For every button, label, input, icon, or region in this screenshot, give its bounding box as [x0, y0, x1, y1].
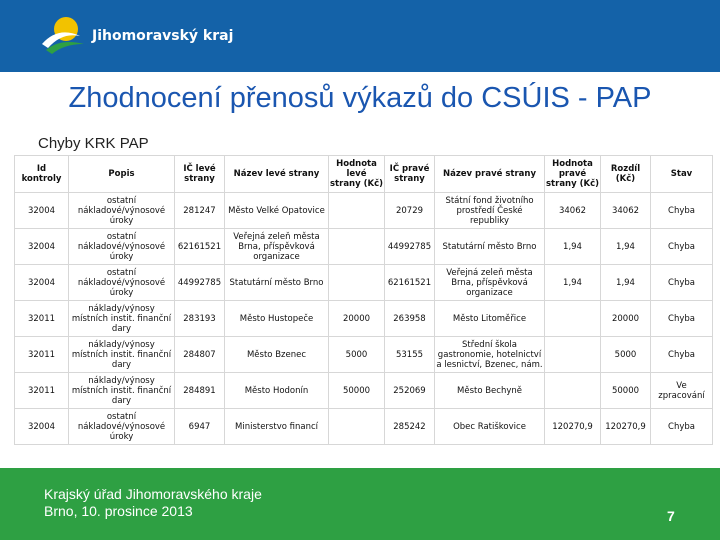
cell-hodnota-leve — [329, 193, 385, 229]
col-header-rozdil: Rozdíl (Kč) — [601, 156, 651, 193]
cell-stav: Chyba — [651, 229, 713, 265]
cell-rozdil: 34062 — [601, 193, 651, 229]
cell-rozdil: 5000 — [601, 337, 651, 373]
cell-nazev-leve: Ministerstvo financí — [225, 409, 329, 445]
cell-rozdil: 1,94 — [601, 229, 651, 265]
cell-hodnota-leve — [329, 409, 385, 445]
cell-id: 32004 — [15, 193, 69, 229]
cell-rozdil: 1,94 — [601, 265, 651, 301]
col-header-popis: Popis — [69, 156, 175, 193]
footer-organization: Krajský úřad Jihomoravského kraje — [44, 486, 262, 502]
cell-nazev-leve: Město Hodonín — [225, 373, 329, 409]
cell-nazev-prave: Město Litoměřice — [435, 301, 545, 337]
col-header-nazev-leve: Název levé strany — [225, 156, 329, 193]
cell-ic-leve: 284807 — [175, 337, 225, 373]
cell-ic-leve: 284891 — [175, 373, 225, 409]
cell-nazev-prave: Státní fond životního prostředí České republiky — [435, 193, 545, 229]
cell-stav: Chyba — [651, 301, 713, 337]
cell-nazev-prave: Statutární město Brno — [435, 229, 545, 265]
cell-ic-prave: 252069 — [385, 373, 435, 409]
logo-text: Jihomoravský kraj — [92, 28, 234, 44]
cell-ic-leve: 283193 — [175, 301, 225, 337]
jihomoravsky-kraj-logo-icon — [40, 14, 86, 54]
col-header-hodnota-prave: Hodnota pravé strany (Kč) — [545, 156, 601, 193]
footer-text — [44, 486, 262, 520]
table-row — [15, 373, 713, 409]
cell-ic-prave: 62161521 — [385, 265, 435, 301]
cell-hodnota-leve: 20000 — [329, 301, 385, 337]
footer-bar — [0, 468, 720, 540]
cell-stav: Chyba — [651, 265, 713, 301]
cell-popis: ostatní nákladové/výnosové úroky — [69, 229, 175, 265]
cell-ic-leve: 6947 — [175, 409, 225, 445]
cell-popis: ostatní nákladové/výnosové úroky — [69, 409, 175, 445]
cell-ic-prave: 53155 — [385, 337, 435, 373]
col-header-id: Id kontroly — [15, 156, 69, 193]
cell-id: 32004 — [15, 409, 69, 445]
cell-nazev-leve: Veřejná zeleň města Brna, příspěvková organizace — [225, 229, 329, 265]
errors-table — [14, 155, 713, 445]
cell-hodnota-prave: 1,94 — [545, 265, 601, 301]
cell-nazev-prave: Město Bechyně — [435, 373, 545, 409]
cell-popis: náklady/výnosy místních instit. finanční dary — [69, 373, 175, 409]
cell-nazev-leve: Město Bzenec — [225, 337, 329, 373]
cell-id: 32011 — [15, 373, 69, 409]
header-bar — [0, 0, 720, 72]
cell-nazev-leve: Město Velké Opatovice — [225, 193, 329, 229]
table-row — [15, 337, 713, 373]
table-header-row — [15, 156, 713, 193]
cell-nazev-leve: Statutární město Brno — [225, 265, 329, 301]
cell-popis: náklady/výnosy místních instit. finanční dary — [69, 301, 175, 337]
cell-hodnota-prave: 1,94 — [545, 229, 601, 265]
col-header-hodnota-leve: Hodnota levé strany (Kč) — [329, 156, 385, 193]
table-row — [15, 301, 713, 337]
cell-rozdil: 20000 — [601, 301, 651, 337]
cell-rozdil: 50000 — [601, 373, 651, 409]
slide-title: Zhodnocení přenosů výkazů do CSÚIS - PAP — [68, 82, 652, 114]
cell-popis: ostatní nákladové/výnosové úroky — [69, 265, 175, 301]
slide-subtitle: Chyby KRK PAP — [38, 135, 149, 152]
cell-hodnota-prave: 34062 — [545, 193, 601, 229]
page-number: 7 — [667, 508, 675, 524]
cell-nazev-leve: Město Hustopeče — [225, 301, 329, 337]
cell-rozdil: 120270,9 — [601, 409, 651, 445]
cell-stav: Chyba — [651, 193, 713, 229]
table-row — [15, 193, 713, 229]
cell-nazev-prave: Střední škola gastronomie, hotelnictví a lesnictví, Bzenec, nám. — [435, 337, 545, 373]
cell-ic-leve: 44992785 — [175, 265, 225, 301]
cell-stav: Ve zpracování — [651, 373, 713, 409]
cell-id: 32004 — [15, 229, 69, 265]
cell-ic-prave: 20729 — [385, 193, 435, 229]
col-header-ic-leve: IČ levé strany — [175, 156, 225, 193]
cell-hodnota-prave — [545, 373, 601, 409]
cell-ic-prave: 44992785 — [385, 229, 435, 265]
cell-hodnota-prave — [545, 337, 601, 373]
errors-table-container — [14, 155, 712, 445]
cell-popis: ostatní nákladové/výnosové úroky — [69, 193, 175, 229]
col-header-nazev-prave: Název pravé strany — [435, 156, 545, 193]
table-row — [15, 265, 713, 301]
cell-nazev-prave: Obec Ratiškovice — [435, 409, 545, 445]
cell-hodnota-leve: 5000 — [329, 337, 385, 373]
cell-hodnota-leve — [329, 265, 385, 301]
table-row — [15, 409, 713, 445]
col-header-stav: Stav — [651, 156, 713, 193]
footer-date: Brno, 10. prosince 2013 — [44, 503, 193, 519]
cell-stav: Chyba — [651, 337, 713, 373]
cell-id: 32004 — [15, 265, 69, 301]
cell-popis: náklady/výnosy místních instit. finanční dary — [69, 337, 175, 373]
col-header-ic-prave: IČ pravé strany — [385, 156, 435, 193]
cell-hodnota-prave: 120270,9 — [545, 409, 601, 445]
cell-hodnota-prave — [545, 301, 601, 337]
cell-ic-leve: 62161521 — [175, 229, 225, 265]
cell-nazev-prave: Veřejná zeleň města Brna, příspěvková organizace — [435, 265, 545, 301]
cell-hodnota-leve — [329, 229, 385, 265]
cell-ic-leve: 281247 — [175, 193, 225, 229]
cell-hodnota-leve: 50000 — [329, 373, 385, 409]
cell-id: 32011 — [15, 337, 69, 373]
cell-ic-prave: 285242 — [385, 409, 435, 445]
cell-stav: Chyba — [651, 409, 713, 445]
cell-id: 32011 — [15, 301, 69, 337]
table-row — [15, 229, 713, 265]
cell-ic-prave: 263958 — [385, 301, 435, 337]
